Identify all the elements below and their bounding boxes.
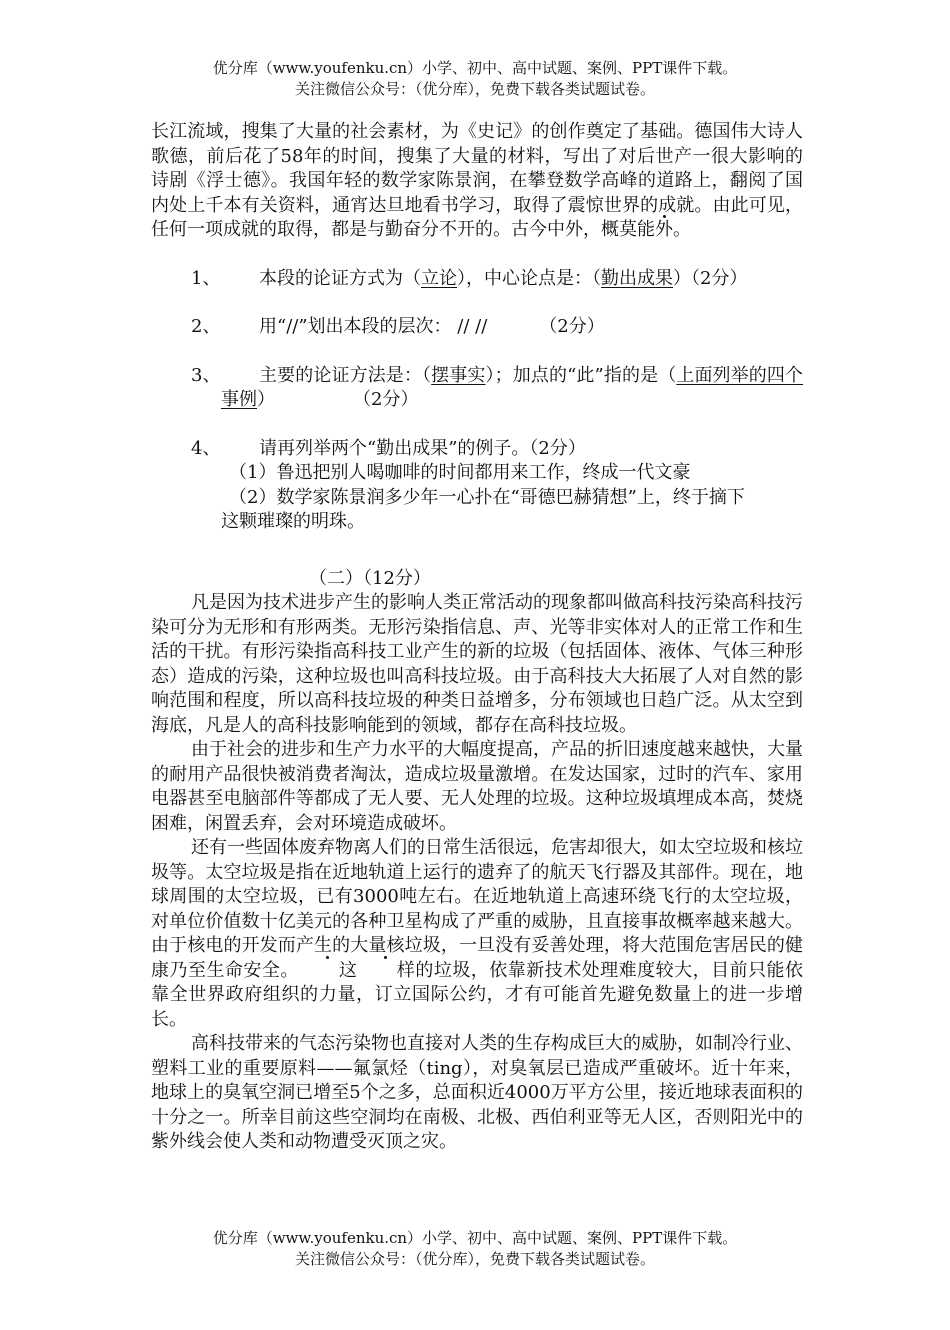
section-title: （二）（12分） bbox=[309, 567, 431, 589]
answer-underlined: 摆事实 bbox=[431, 364, 486, 386]
header-line-1: 优分库（www.youfenku.cn）小学、初中、高中试题、案例、PPT课件下载。 bbox=[212, 59, 738, 77]
intro-paragraph bbox=[151, 120, 803, 243]
dotted-character: 这 bbox=[299, 959, 357, 984]
question-text: ）；加点的“此”指的是（ bbox=[485, 364, 677, 386]
question-number: 2、 bbox=[191, 316, 221, 337]
question-score: （2分） bbox=[353, 389, 419, 410]
dotted-character: 外 bbox=[655, 218, 673, 243]
header-line-2: 关注微信公众号：（优分库），免费下载各类试题试卷。 bbox=[294, 80, 655, 98]
intro-text-end: 。 bbox=[673, 219, 691, 240]
answer-underlined: 立论 bbox=[421, 267, 457, 289]
question-text: 用“//”划出本段的层次： bbox=[259, 316, 452, 337]
question-3 bbox=[191, 364, 803, 413]
footer-line-2: 关注微信公众号：（优分库），免费下载各类试题试卷。 bbox=[294, 1250, 655, 1268]
answer-2-continued: 这颗璀璨的明珠。 bbox=[221, 511, 365, 532]
question-text: ），中心论点是：（ bbox=[457, 267, 601, 289]
question-text: ） bbox=[257, 389, 275, 410]
answer-1: （1）鲁迅把别人喝咖啡的时间都用来工作，终成一代文豪 bbox=[229, 462, 691, 483]
paragraph-3-text-end: 的垃圾，依靠新技术处理难度较大，目前只能依靠全世界政府组织的力量，订立国际公约，才有可能首先避免数量上的进一步增长。 bbox=[151, 959, 804, 1030]
question-text: 本段的论证方式为（ bbox=[259, 267, 421, 289]
question-text: 主要的论证方法是：（ bbox=[259, 364, 432, 386]
paragraph-2: 由于社会的进步和生产力水平的大幅度提高，产品的折旧速度越来越快，大量的耐用产品很快被消费者淘汰，造成垃圾量激增。在发达国家，过时的汽车、家用电器甚至电脑部件等都成了无人要、无人处理的垃圾。这种垃圾填埋成本高，焚烧困难，闲置丢弃，会对环境造成破坏。 bbox=[151, 739, 803, 834]
question-text: ）（2分） bbox=[673, 267, 748, 289]
answer-underlined: 勤出成果 bbox=[601, 267, 673, 289]
page-header bbox=[0, 58, 950, 100]
question-number: 4、 bbox=[191, 437, 221, 459]
main-content bbox=[151, 120, 803, 1155]
question-score: （2分） bbox=[539, 316, 605, 337]
answer-underlined: 上面列举的四个事例 bbox=[221, 364, 804, 410]
paragraph-3-text: 还有一些固体废弃物离人们的日常生活很远，危害却很大，如太空垃圾和核垃圾等。太空垃圾是指在近地轨道上运行的遗弃了的航天飞行器及其部件。现在，地球周围的太空垃圾，已有3000吨左右。在近地轨道上高速环绕飞行的太空垃圾，对单位价值数十亿美元的各种卫星构成了严重的威胁，且直接事故概率越来越大。由于核电的开发而产生的大量核垃圾，一旦没有妥善处理，将大范围危害居民的健康乃至生命安全。 bbox=[151, 837, 803, 981]
question-text: 请再列举两个“勤出成果”的例子。（2分） bbox=[259, 437, 586, 459]
paragraph-3 bbox=[151, 836, 803, 1032]
paragraph-1: 凡是因为技术进步产生的影响人类正常活动的现象都叫做高科技污染高科技污染可分为无形和有形两类。无形污染指信息、声、光等非实体对人的正常工作和生活的干扰。有形污染指高科技工业产生的新的垃圾（包括固体、液体、气体三种形态）造成的污染，这种垃圾也叫高科技垃圾。由于高科技大大拓展了人对自然的影响范围和程度，所以高科技垃圾的种类日益增多，分布领域也日趋广泛。从太空到海底，凡是人的高科技影响能到的领域，都存在高科技垃圾。 bbox=[151, 592, 803, 736]
footer-line-1: 优分库（www.youfenku.cn）小学、初中、高中试题、案例、PPT课件下载。 bbox=[212, 1229, 738, 1247]
intro-text: 长江流域，搜集了大量的社会素材，为《史记》的创作奠定了基础。德国伟大诗人歌德，前后花了58年的时间，搜集了大量的材料，写出了对后世产一很大影响的诗剧《浮士德》。我国年轻的数学家陈景润，在攀登数学高峰的道路上，翻阅了国内处上千本有关资料，通宵达旦地看书学习，取得了震惊世界的成就。由此可见，任何一项成就的取得，都是与勤奋分不开的。古今中外，概莫能 bbox=[151, 121, 803, 240]
page-footer bbox=[0, 1228, 950, 1270]
question-2 bbox=[191, 315, 803, 340]
question-number: 1、 bbox=[191, 267, 221, 289]
answer-2: （2）数学家陈景润多少年一心扑在“哥德巴赫猜想”上，终于摘下 bbox=[229, 486, 745, 508]
question-number: 3、 bbox=[191, 364, 221, 386]
paragraph-4: 高科技带来的气态污染物也直接对人类的生存构成巨大的威胁，如制冷行业、塑料工业的重要原料——氟氯烃（ting），对臭氧层已造成严重破坏。近十年来，地球上的臭氧空洞已增至5个之多，总面积近4000万平方公里，接近地球表面积的十分之一。所幸目前这些空洞均在南极、北极、西伯利亚等无人区，否则阳光中的紫外线会使人类和动物遭受灭顶之灾。 bbox=[151, 1033, 803, 1152]
question-1 bbox=[191, 267, 803, 292]
question-4 bbox=[191, 437, 803, 462]
dotted-character: 样 bbox=[357, 959, 415, 984]
answer-marks: // // bbox=[457, 316, 488, 337]
